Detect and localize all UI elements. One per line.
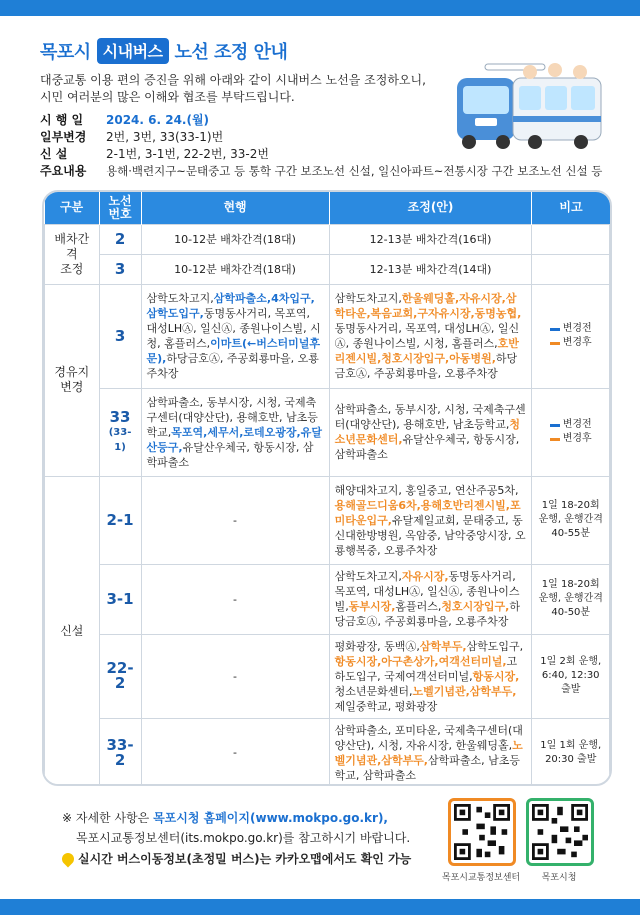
stop-segment: 홈플러스, (395, 600, 442, 613)
category-label: 경유지 (54, 365, 90, 379)
stop-segment: 동부시장, (348, 600, 396, 613)
table-row (45, 634, 610, 718)
current-cell: - (141, 476, 329, 564)
header-adjusted: 조정(안) (329, 192, 532, 224)
stop-segment: 포미타운입구, (334, 498, 521, 527)
stop-segment: 청소년문화센터, (334, 684, 413, 698)
stop-segment: 목포역, (171, 425, 208, 439)
stop-segment: 한울웨딩홀, (401, 292, 460, 305)
route-number (99, 388, 141, 476)
route-number-main: 33 (109, 407, 131, 426)
stop-segment: 평화광장, 동백Ⓐ, (334, 639, 420, 653)
bus-illustration (455, 60, 605, 155)
legend-swatch-before (550, 424, 560, 427)
stop-segment: 하당금호Ⓐ, 주공회룡마을, 오룡주차장 (146, 352, 319, 380)
stop-segment: 삼학파출소, 포미타운, 국제축구센터(대양산단), 시청, 자유시장, 한울웨딩홀, (334, 723, 523, 752)
stop-segment: 노벨기념관, (412, 684, 470, 698)
intro-line: 대중교통 이용 편의 증진을 위해 아래와 같이 시내버스 노선을 조정하오니, (40, 73, 426, 87)
adjusted-cell (329, 284, 532, 388)
current-cell: 10-12분 배차간격(18대) (141, 254, 329, 284)
legend-swatch-before (550, 328, 560, 331)
header-category: 구분 (45, 192, 100, 224)
header-current: 현행 (141, 192, 329, 224)
stop-segment: 동명동사거리, 목포역, 대성LHⒶ, 일신Ⓐ, 종원나이스빌, 시청, 홈플러스, (146, 307, 321, 350)
stop-segment: 아구촌상가, (381, 654, 439, 668)
stop-segment: 세무서, (207, 425, 244, 439)
stop-segment: 유달산우체국, 항동시장, 삼학파출소 (334, 433, 520, 461)
qr-caption-traffic-center: 목포시교통정보센터 (441, 873, 521, 883)
kakao-notice (62, 850, 411, 867)
stop-segment: 항동시장, (472, 669, 520, 683)
stop-segment: 삼학도입구, (466, 639, 524, 653)
current-cell (141, 388, 329, 476)
stop-segment: 로데오광장, (243, 425, 301, 439)
legend-label: 변경후 (562, 433, 592, 444)
stop-segment: 유달산등구, (146, 425, 322, 454)
stop-segment: 청호시장입구, (381, 352, 450, 365)
stop-segment: 동명동사거리, 목포역, 대성LHⒶ, 일신Ⓐ, 종원나이스빌, 시청, 홈플러스, (334, 322, 520, 350)
stop-segment: 삼학부두, (419, 639, 467, 653)
stop-segment: 청소년문화센터, (334, 418, 521, 446)
current-cell: - (141, 564, 329, 634)
title-suffix: 노선 조정 안내 (174, 42, 288, 63)
category-label: 변경 (60, 380, 84, 394)
stop-segment: 자유시장, (401, 570, 449, 583)
stop-segment: 제일중학교, 평화광장 (334, 699, 438, 713)
intro-line: 시민 여러분의 많은 이해와 협조를 부탁드립니다. (40, 90, 295, 104)
note-cell: 1일 18-20회 운행, 운행간격 40-50분 (532, 564, 610, 634)
current-cell (141, 284, 329, 388)
fact-key: 시 행 일 (40, 113, 84, 127)
footer-line: 목포시교통정보센터(its.mokpo.go.kr)를 참고하시기 바랍니다. (76, 831, 411, 845)
adjusted-cell (329, 388, 532, 476)
fact-value: 2024. 6. 24.(월) (106, 113, 210, 127)
current-cell: - (141, 718, 329, 786)
stop-segment: 삼학파출소, (213, 292, 272, 305)
footer-line (62, 808, 410, 828)
stop-segment: 아동병원, (449, 352, 496, 365)
adjusted-cell (329, 718, 532, 786)
stop-segment: 삼학파출소, 동부시장, 시청, 국제축구센터(대양산단), 용해호반, 남초등학교, (334, 403, 526, 431)
adjusted-cell (329, 634, 532, 718)
route-number: 3-1 (99, 564, 141, 634)
stop-segment: 동명농협, (474, 307, 522, 320)
table-header-row (45, 192, 610, 224)
route-number: 2-1 (99, 476, 141, 564)
top-accent-bar (0, 0, 640, 16)
note-cell: 1일 1회 운행, 20:30 출발 (532, 718, 610, 786)
stop-segment: 삼학부두, (381, 753, 428, 767)
legend-label: 변경전 (562, 323, 592, 334)
header-num-line: 노선 (108, 193, 132, 208)
stop-segment: 4차입구, (271, 292, 315, 305)
legend-cell (532, 284, 610, 388)
route-number: 33-2 (99, 718, 141, 786)
category-interval (45, 224, 100, 284)
table-row (45, 284, 610, 388)
legend-before (537, 418, 604, 432)
note-cell (532, 254, 610, 284)
stop-segment: 여객선터미널, (438, 654, 507, 668)
legend-before (537, 322, 604, 336)
route-number: 22-2 (99, 634, 141, 718)
route-table (42, 190, 612, 786)
footer-info (62, 808, 410, 848)
table-row (45, 564, 610, 634)
category-label: 조정 (60, 261, 84, 276)
map-pin-icon (60, 850, 77, 867)
stop-segment: 유달제일교회, 문태중고, 동신대한방병원, 옥암중, 남악중앙시장, 오룡행복중, 오룡주차장 (334, 513, 526, 557)
fact-key: 신 설 (40, 147, 68, 161)
stop-segment: 삼학파출소, 동부시장, 시청, 국제축구센터(대양산단), 용해호반, 남초등학교, (146, 395, 318, 439)
stop-segment: 이마트(←버스터미널후문), (146, 337, 321, 365)
qr-code-icon (532, 804, 588, 860)
category-label: 배차간격 (54, 231, 90, 261)
stop-segment: 고하도입구, 국제여객선터미널, (334, 654, 518, 683)
fact-main-content (40, 163, 602, 180)
table-row (45, 224, 610, 254)
stop-segment: 복음교회, (370, 307, 418, 320)
stop-segment: 용해골드디움6차, (334, 498, 421, 512)
legend-label: 변경후 (562, 337, 592, 348)
stop-segment: 삼학도입구, (146, 307, 204, 320)
category-new: 신설 (45, 476, 100, 786)
current-cell: 10-12분 배차간격(18대) (141, 224, 329, 254)
adjusted-cell (329, 476, 532, 564)
stop-segment: 하당금호Ⓐ, 주공회룡마을, 오룡주차장 (334, 352, 518, 380)
note-cell: 1일 18-20회 운행, 운행간격 40-55분 (532, 476, 610, 564)
adjusted-cell (329, 564, 532, 634)
note-cell (532, 224, 610, 254)
qr-code-traffic-center[interactable] (448, 798, 516, 866)
route-number-sub: (33-1) (108, 426, 132, 453)
intro-text (40, 72, 440, 106)
table-row (45, 388, 610, 476)
note-cell: 1일 2회 운행, 6:40, 12:30 출발 (532, 634, 610, 718)
stop-segment: 삼학파출소, 남초등학교, 삼학파출소 (334, 753, 520, 782)
fact-value: 2번, 3번, 33(33-1)번 (106, 130, 224, 144)
current-cell: - (141, 634, 329, 718)
header-num-line: 번호 (108, 206, 132, 221)
title-prefix: 목포시 (40, 42, 91, 63)
legend-cell (532, 388, 610, 476)
adjusted-cell: 12-13분 배차간격(14대) (329, 254, 532, 284)
fact-value: 용해·백련지구~문태중고 등 통학 구간 보조노선 신설, 일신아파트~전통시장 구간 보조노선 신설 등 (106, 164, 603, 178)
stop-segment: 삼학도차고지, (146, 292, 214, 305)
footer-prefix: ※ 자세한 사항은 (62, 811, 150, 825)
stop-segment: 노벨기념관, (334, 738, 523, 767)
header-route-number (99, 192, 141, 224)
stop-segment: 해양대차고지, 홍일중고, 연산주공5차, (334, 483, 519, 497)
legend-swatch-after (550, 342, 560, 345)
legend-after (537, 432, 604, 446)
bottom-accent-bar (0, 899, 640, 915)
stop-segment: 동명동사거리, 목포역, 대성LHⒶ, 일신Ⓐ, 종원나이스빌, (334, 570, 520, 613)
stop-segment: 구자유시장, (417, 307, 475, 320)
qr-code-icon (454, 804, 510, 860)
stop-segment: 자유시장, (459, 292, 506, 305)
stop-segment: 유달산우체국, 항동시장, 삼학파출소 (146, 440, 314, 469)
fact-key: 주요내용 (40, 164, 87, 178)
stop-segment: 청호시장입구, (441, 600, 510, 613)
qr-caption-city-hall: 목포시청 (541, 873, 577, 883)
route-number: 2 (99, 224, 141, 254)
stop-segment: 삼학도차고지, (334, 570, 402, 583)
stop-segment: 항동시장, (334, 654, 382, 668)
legend-label: 변경전 (562, 419, 592, 430)
fact-value: 2-1번, 3-1번, 22-2번, 33-2번 (106, 147, 269, 161)
qr-code-city-hall[interactable] (526, 798, 594, 866)
table-row (45, 476, 610, 564)
route-number: 3 (99, 284, 141, 388)
stop-segment: 삼학도차고지, (334, 292, 402, 305)
kakao-notice-text: 실시간 버스이동정보(초정밀 버스)는 카카오맵에서도 확인 가능 (78, 852, 412, 866)
homepage-link[interactable]: 목포시청 홈페이지(www.mokpo.go.kr), (153, 811, 388, 825)
stop-segment: 삼학타운, (334, 292, 517, 320)
legend-after (537, 336, 604, 350)
route-number: 3 (99, 254, 141, 284)
title-badge: 시내버스 (97, 38, 169, 64)
legend-swatch-after (550, 438, 560, 441)
table-row (45, 254, 610, 284)
stop-segment: 호반리젠시빌, (334, 337, 519, 365)
stop-segment: 하당금호Ⓐ, 주공회룡마을, 오룡주차장 (334, 600, 520, 628)
adjusted-cell: 12-13분 배차간격(16대) (329, 224, 532, 254)
stop-segment: 용해호반리젠시빌, (420, 498, 510, 512)
category-route-change (45, 284, 100, 476)
table-row (45, 718, 610, 786)
stop-segment: 삼학부두, (469, 684, 517, 698)
page-title (40, 38, 287, 64)
fact-key: 일부변경 (40, 130, 87, 144)
header-note: 비고 (532, 192, 610, 224)
